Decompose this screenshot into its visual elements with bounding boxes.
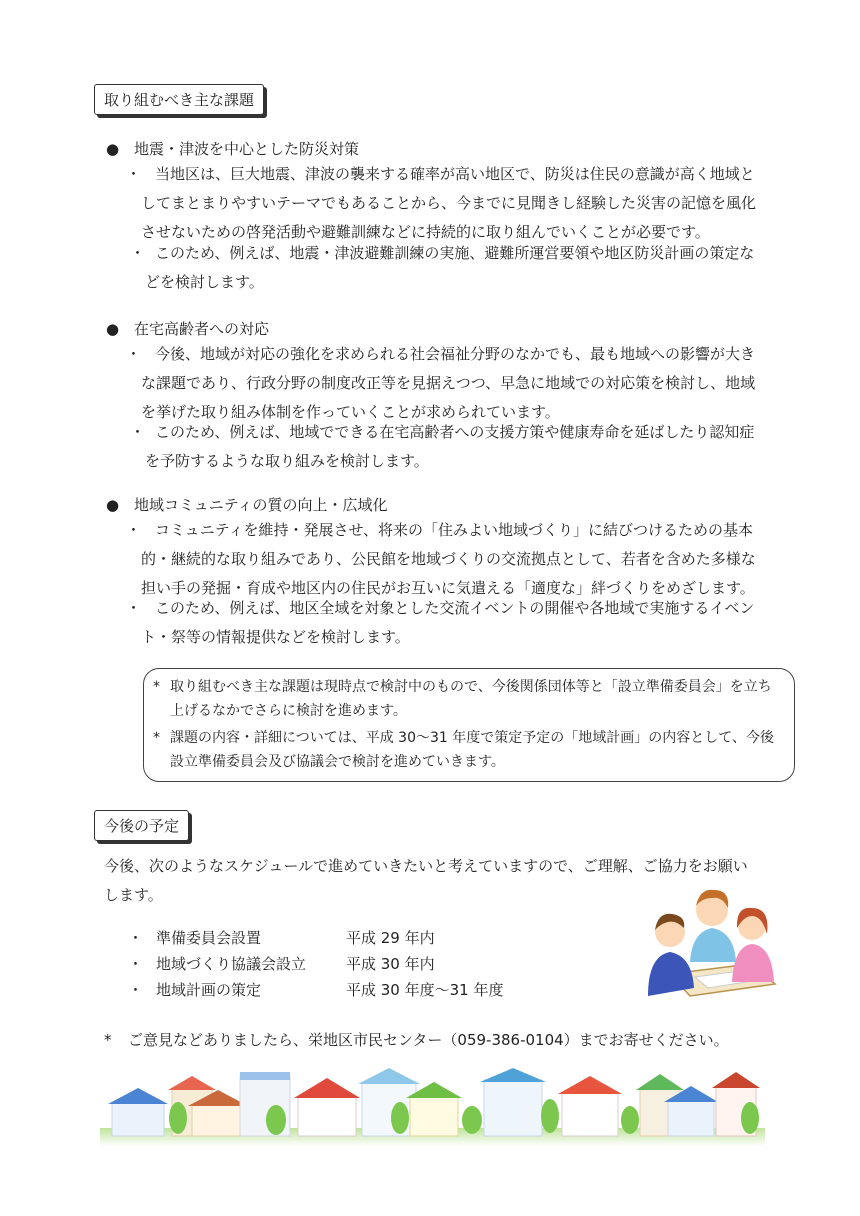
people-illustration bbox=[640, 882, 780, 1002]
issue-point: ・ このため、例えば、地区全域を対象とした交流イベントの開催や各地域で実施するイベン ト・祭等の情報提供などを検討します。 bbox=[141, 594, 754, 652]
issue-point: ・ 今後、地域が対応の強化を求められる社会福祉分野のなかでも、最も地域への影響が大き な課題であり、行政分野の制度改正等を見据えつつ、早急に地域での対応策を検討し、地域 を挙げた取り組み体制を作っていくことが求められています。 bbox=[141, 340, 755, 427]
asterisk-icon: * bbox=[153, 730, 160, 746]
issue-point: ・ このため、例えば、地域でできる在宅高齢者への支援方策や健康寿命を延ばしたり認知症 を予防するような取り組みを検討します。 bbox=[145, 418, 754, 476]
issue-heading-disaster: ● 地震・津波を中心とした防災対策 bbox=[106, 140, 360, 158]
note-item: * 課題の内容・詳細については、平成 30～31 年度で策定予定の「地域計画」の内容として、今後 設立準備委員会及び協議会で検討を進めていきます。 bbox=[170, 726, 774, 774]
bullet-icon: ● bbox=[106, 496, 120, 514]
sub-bullet-icon: ・ bbox=[128, 955, 144, 973]
bullet-icon: ● bbox=[106, 140, 120, 158]
sub-bullet-icon: ・ bbox=[126, 345, 142, 363]
schedule-intro: 今後、次のようなスケジュールで進めていきたいと考えていますので、ご理解、ご協力をお願い します。 bbox=[104, 857, 748, 904]
asterisk-icon: * bbox=[104, 1031, 112, 1049]
sub-bullet-icon: ・ bbox=[126, 599, 142, 617]
section-title-issues: 取り組むべき主な課題 bbox=[94, 84, 264, 115]
schedule-row: ・ 準備委員会設置 平成 29 年内 bbox=[128, 929, 435, 947]
issue-heading-community: ● 地域コミュニティの質の向上・広域化 bbox=[106, 496, 388, 514]
sub-bullet-icon: ・ bbox=[130, 244, 146, 262]
issue-heading-elderly: ● 在宅高齢者への対応 bbox=[106, 320, 270, 338]
issue-point: ・ コミュニティを維持・発展させ、将来の「住みよい地域づくり」に結びつけるための基本 的・継続的な取り組みであり、公民館を地域づくりの交流拠点として、若者を含めた多様な 担い手の発掘・育成や地区内の住民がお互いに気遣える「適度な」絆づくりをめざします。 bbox=[141, 516, 756, 603]
schedule-row: ・ 地域計画の策定 平成 30 年度～31 年度 bbox=[128, 981, 504, 999]
schedule-row: ・ 地域づくり協議会設立 平成 30 年内 bbox=[128, 955, 435, 973]
issue-point: ・ このため、例えば、地震・津波避難訓練の実施、避難所運営要領や地区防災計画の策定な どを検討します。 bbox=[145, 239, 754, 297]
sub-bullet-icon: ・ bbox=[128, 981, 144, 999]
contact-note: * ご意見などありましたら、栄地区市民センター（059-386-0104）までお寄せください。 bbox=[104, 1031, 729, 1049]
issue-point: ・ 当地区は、巨大地震、津波の襲来する確率が高い地区で、防災は住民の意識が高く地域と してまとまりやすいテーマでもあることから、今までに見聞きし経験した災害の記憶を風化 させないための啓発活動や避難訓練などに持続的に取り組んでいくことが必要です。 bbox=[141, 160, 756, 247]
section-title-schedule: 今後の予定 bbox=[94, 810, 189, 841]
bullet-icon: ● bbox=[106, 320, 120, 338]
sub-bullet-icon: ・ bbox=[126, 521, 142, 539]
sub-bullet-icon: ・ bbox=[126, 165, 142, 183]
town-illustration bbox=[100, 1066, 765, 1146]
note-item: * 取り組むべき主な課題は現時点で検討中のもので、今後関係団体等と「設立準備委員会」を立ち 上げるなかでさらに検討を進めます。 bbox=[170, 675, 772, 723]
asterisk-icon: * bbox=[153, 679, 160, 695]
sub-bullet-icon: ・ bbox=[130, 423, 146, 441]
sub-bullet-icon: ・ bbox=[128, 929, 144, 947]
